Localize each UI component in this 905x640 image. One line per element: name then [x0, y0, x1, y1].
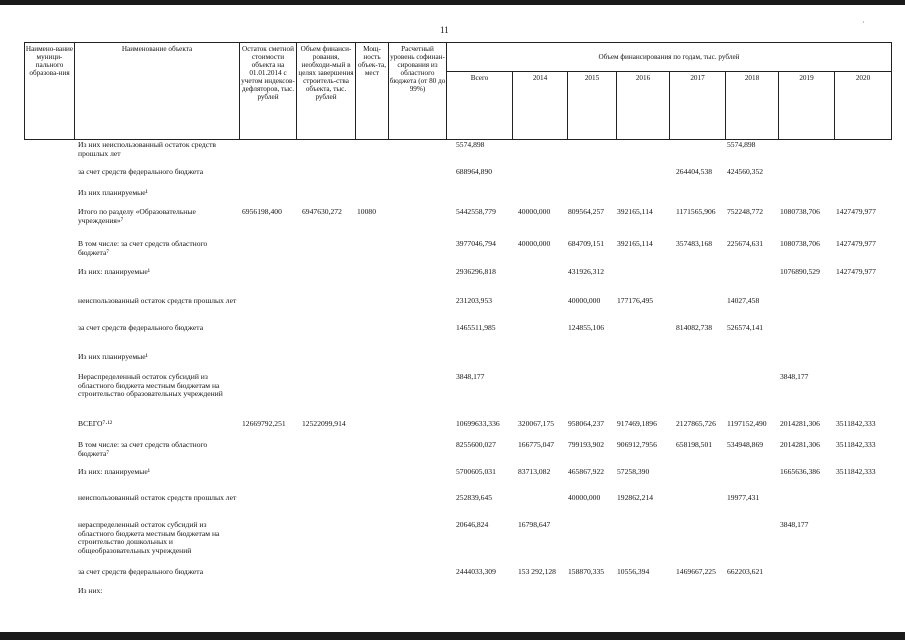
row-label: неиспользованный остаток средств прошлых лет	[78, 493, 237, 502]
cell-capacity: 10080	[357, 207, 376, 216]
cell-remaining-cost: 12669792,251	[242, 419, 286, 428]
cell-2018: 424560,352	[727, 167, 764, 176]
cell-2015: 40000,000	[568, 296, 601, 305]
cell-2016: 392165,114	[617, 207, 653, 216]
cell-2017: 658198,501	[676, 440, 713, 449]
header-capacity: Мощ-ность объек-та, мест	[356, 43, 389, 140]
page-mark: ·	[862, 18, 865, 27]
row-label: Нераспределенный остаток субсидий из областного бюджета местным бюджетам на строительство образовательных учреждений	[78, 372, 223, 399]
cell-2014: 83713,082	[518, 467, 551, 476]
cell-2018: 526574,141	[727, 323, 764, 332]
cell-2017: 264404,538	[676, 167, 713, 176]
cell-2020: 1427479,977	[836, 207, 876, 216]
table-header	[24, 42, 892, 140]
row-label: нераспределенный остаток субсидий из областного бюджета местным бюджетам на строительство дошкольных и общеобразовательных учреждений	[78, 520, 220, 556]
cell-funding-needed: 6947630,272	[302, 207, 342, 216]
cell-2016: 192862,214	[617, 493, 654, 502]
cell-2019: 1080738,706	[780, 207, 820, 216]
header-year-2016: 2016	[617, 72, 670, 140]
cell-2020: 1427479,977	[836, 267, 876, 276]
cell-2018: 5574,898	[727, 140, 756, 149]
cell-2020: 3511842,333	[836, 440, 876, 449]
row-label: за счет средств федерального бюджета	[78, 567, 204, 576]
header-remaining-cost: Остаток сметной стоимости объекта на 01.01.2014 с учетом индексов-дефляторов, тыс. рублей	[240, 43, 297, 140]
cell-2014: 320067,175	[518, 419, 555, 428]
cell-2018: 14027,458	[727, 296, 760, 305]
cell-total: 5574,898	[456, 140, 485, 149]
row-label: Из них:	[78, 586, 103, 595]
cell-2019: 2014281,306	[780, 419, 820, 428]
header-year-2019: 2019	[779, 72, 835, 140]
cell-2015: 809564,257	[568, 207, 605, 216]
cell-2014: 16798,647	[518, 520, 551, 529]
header-year-2017: 2017	[670, 72, 726, 140]
cell-total: 2444033,309	[456, 567, 496, 576]
cell-2019: 1665636,386	[780, 467, 820, 476]
cell-2015: 684709,151	[568, 239, 605, 248]
cell-2014: 40000,000	[518, 207, 551, 216]
cell-2017: 1171565,906	[676, 207, 716, 216]
cell-2019: 1076890,529	[780, 267, 820, 276]
cell-total: 231203,953	[456, 296, 493, 305]
header-year-total: Всего	[447, 72, 513, 140]
cell-funding-needed: 12522099,914	[302, 419, 346, 428]
cell-2015: 431926,312	[568, 267, 605, 276]
row-label: Из них планируемые¹	[78, 352, 148, 361]
header-year-2018: 2018	[726, 72, 779, 140]
cell-2018: 662203,621	[727, 567, 764, 576]
row-label: Из них планируемые¹	[78, 188, 148, 197]
cell-2020: 1427479,977	[836, 239, 876, 248]
cell-2015: 799193,902	[568, 440, 605, 449]
cell-2016: 177176,495	[617, 296, 654, 305]
cell-2016: 392165,114	[617, 239, 653, 248]
row-label: Из них: планируемые¹	[78, 267, 150, 276]
cell-2017: 814082,738	[676, 323, 713, 332]
cell-total: 10699633,336	[456, 419, 500, 428]
cell-total: 3848,177	[456, 372, 485, 381]
header-year-2020: 2020	[835, 72, 892, 140]
top-border	[0, 0, 905, 5]
header-cofinancing: Расчетный уровень софинан-сирования из областного бюджета (от 80 до 99%)	[389, 43, 447, 140]
header-municipality: Наимено-вание муници-пального образова-ния	[25, 43, 75, 140]
row-label: за счет средств федерального бюджета	[78, 167, 204, 176]
cell-2016: 57258,390	[617, 467, 650, 476]
cell-2014: 153 292,128	[518, 567, 556, 576]
cell-2015: 958064,237	[568, 419, 605, 428]
cell-total: 20646,824	[456, 520, 489, 529]
cell-total: 2936296,818	[456, 267, 496, 276]
header-year-2014: 2014	[513, 72, 568, 140]
cell-total: 8255600,027	[456, 440, 496, 449]
cell-2020: 3511842,333	[836, 419, 876, 428]
row-label: В том числе: за счет средств областного бюджета⁷	[78, 440, 208, 458]
cell-remaining-cost: 6956198,400	[242, 207, 282, 216]
cell-2017: 2127865,726	[676, 419, 716, 428]
cell-total: 1465511,985	[456, 323, 496, 332]
row-label: Из них неиспользованный остаток средств прошлых лет	[78, 140, 217, 158]
bottom-border	[0, 632, 905, 640]
cell-2019: 2014281,306	[780, 440, 820, 449]
cell-2019: 1080738,706	[780, 239, 820, 248]
cell-2017: 1469667,225	[676, 567, 716, 576]
cell-2014: 166775,047	[518, 440, 555, 449]
header-year-2015: 2015	[568, 72, 617, 140]
header-funding-by-year: Объем финансирования по годам, тыс. рублей	[447, 43, 892, 72]
cell-2019: 3848,177	[780, 520, 809, 529]
cell-2018: 19977,431	[727, 493, 760, 502]
cell-2020: 3511842,333	[836, 467, 876, 476]
cell-2015: 158870,335	[568, 567, 605, 576]
page-number: 11	[440, 25, 449, 35]
header-object-name: Наименование объекта	[75, 43, 240, 140]
cell-2016: 10556,394	[617, 567, 650, 576]
cell-total: 252839,645	[456, 493, 493, 502]
row-label: ВСЕГО⁷·¹²	[78, 419, 113, 428]
cell-2015: 40000,000	[568, 493, 601, 502]
cell-total: 3977046,794	[456, 239, 496, 248]
cell-2018: 225674,631	[727, 239, 764, 248]
row-label: за счет средств федерального бюджета	[78, 323, 204, 332]
cell-total: 688964,890	[456, 167, 493, 176]
row-label: В том числе: за счет средств областного бюджета⁷	[78, 239, 208, 257]
cell-total: 5442558,779	[456, 207, 496, 216]
cell-total: 5700605,031	[456, 467, 496, 476]
row-label: неиспользованный остаток средств прошлых лет	[78, 296, 237, 305]
cell-2019: 3848,177	[780, 372, 809, 381]
cell-2016: 906912,7956	[617, 440, 657, 449]
row-label: Итого по разделу «Образовательные учреждения»⁷	[78, 207, 196, 225]
cell-2016: 917469,1896	[617, 419, 657, 428]
cell-2015: 465867,922	[568, 467, 605, 476]
header-funding-needed: Объем финанси-рования, необходи-мый в целях завершения строитель-ства объекта, тыс. рублей	[297, 43, 356, 140]
cell-2018: 534948,869	[727, 440, 764, 449]
row-label: Из них: планируемые¹	[78, 467, 150, 476]
cell-2018: 752248,772	[727, 207, 764, 216]
cell-2015: 124855,106	[568, 323, 605, 332]
cell-2014: 40000,000	[518, 239, 551, 248]
cell-2018: 1197152,490	[727, 419, 767, 428]
cell-2017: 357483,168	[676, 239, 713, 248]
